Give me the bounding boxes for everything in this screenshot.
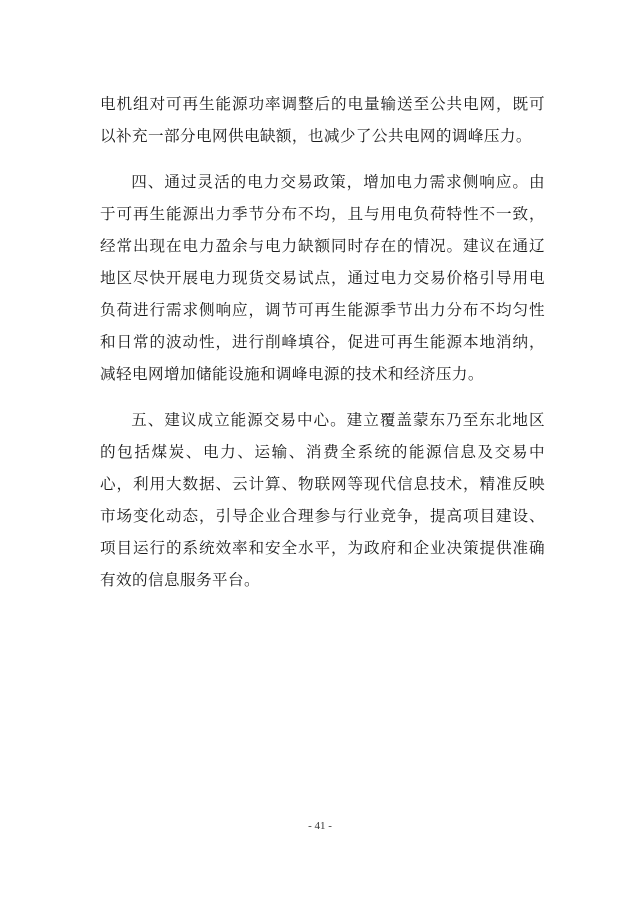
- paragraph-section-five: 五、建议成立能源交易中心。建立覆盖蒙东乃至东北地区的包括煤炭、电力、运输、消费全系统的能源信息及交易中心，利用大数据、云计算、物联网等现代信息技术，精准反映市场变化动态，引导企业合理参与行业竞争，提高项目建设、项目运行的系统效率和安全水平，为政府和企业决策提供准确有效的信息服务平台。: [100, 411, 545, 589]
- paragraph-gap: [100, 152, 545, 166]
- paragraph-gap: [100, 390, 545, 404]
- paragraph-section-four: 四、通过灵活的电力交易政策，增加电力需求侧响应。由于可再生能源出力季节分布不均，且与用电负荷特性不一致，经常出现在电力盈余与电力缺额同时存在的情况。建议在通辽地区尽快开展电力现货交易试点，通过电力交易价格引导用电负荷进行需求侧响应，调节可再生能源季节出力分布不均匀性和日常的波动性，进行削峰填谷，促进可再生能源本地消纳，减轻电网增加储能设施和调峰电源的技术和经济压力。: [100, 173, 545, 383]
- paragraph-continued: 电机组对可再生能源功率调整后的电量输送至公共电网，既可以补充一部分电网供电缺额，也减少了公共电网的调峰压力。: [100, 95, 545, 145]
- page-number: - 41 -: [308, 820, 332, 832]
- document-body: [100, 88, 545, 596]
